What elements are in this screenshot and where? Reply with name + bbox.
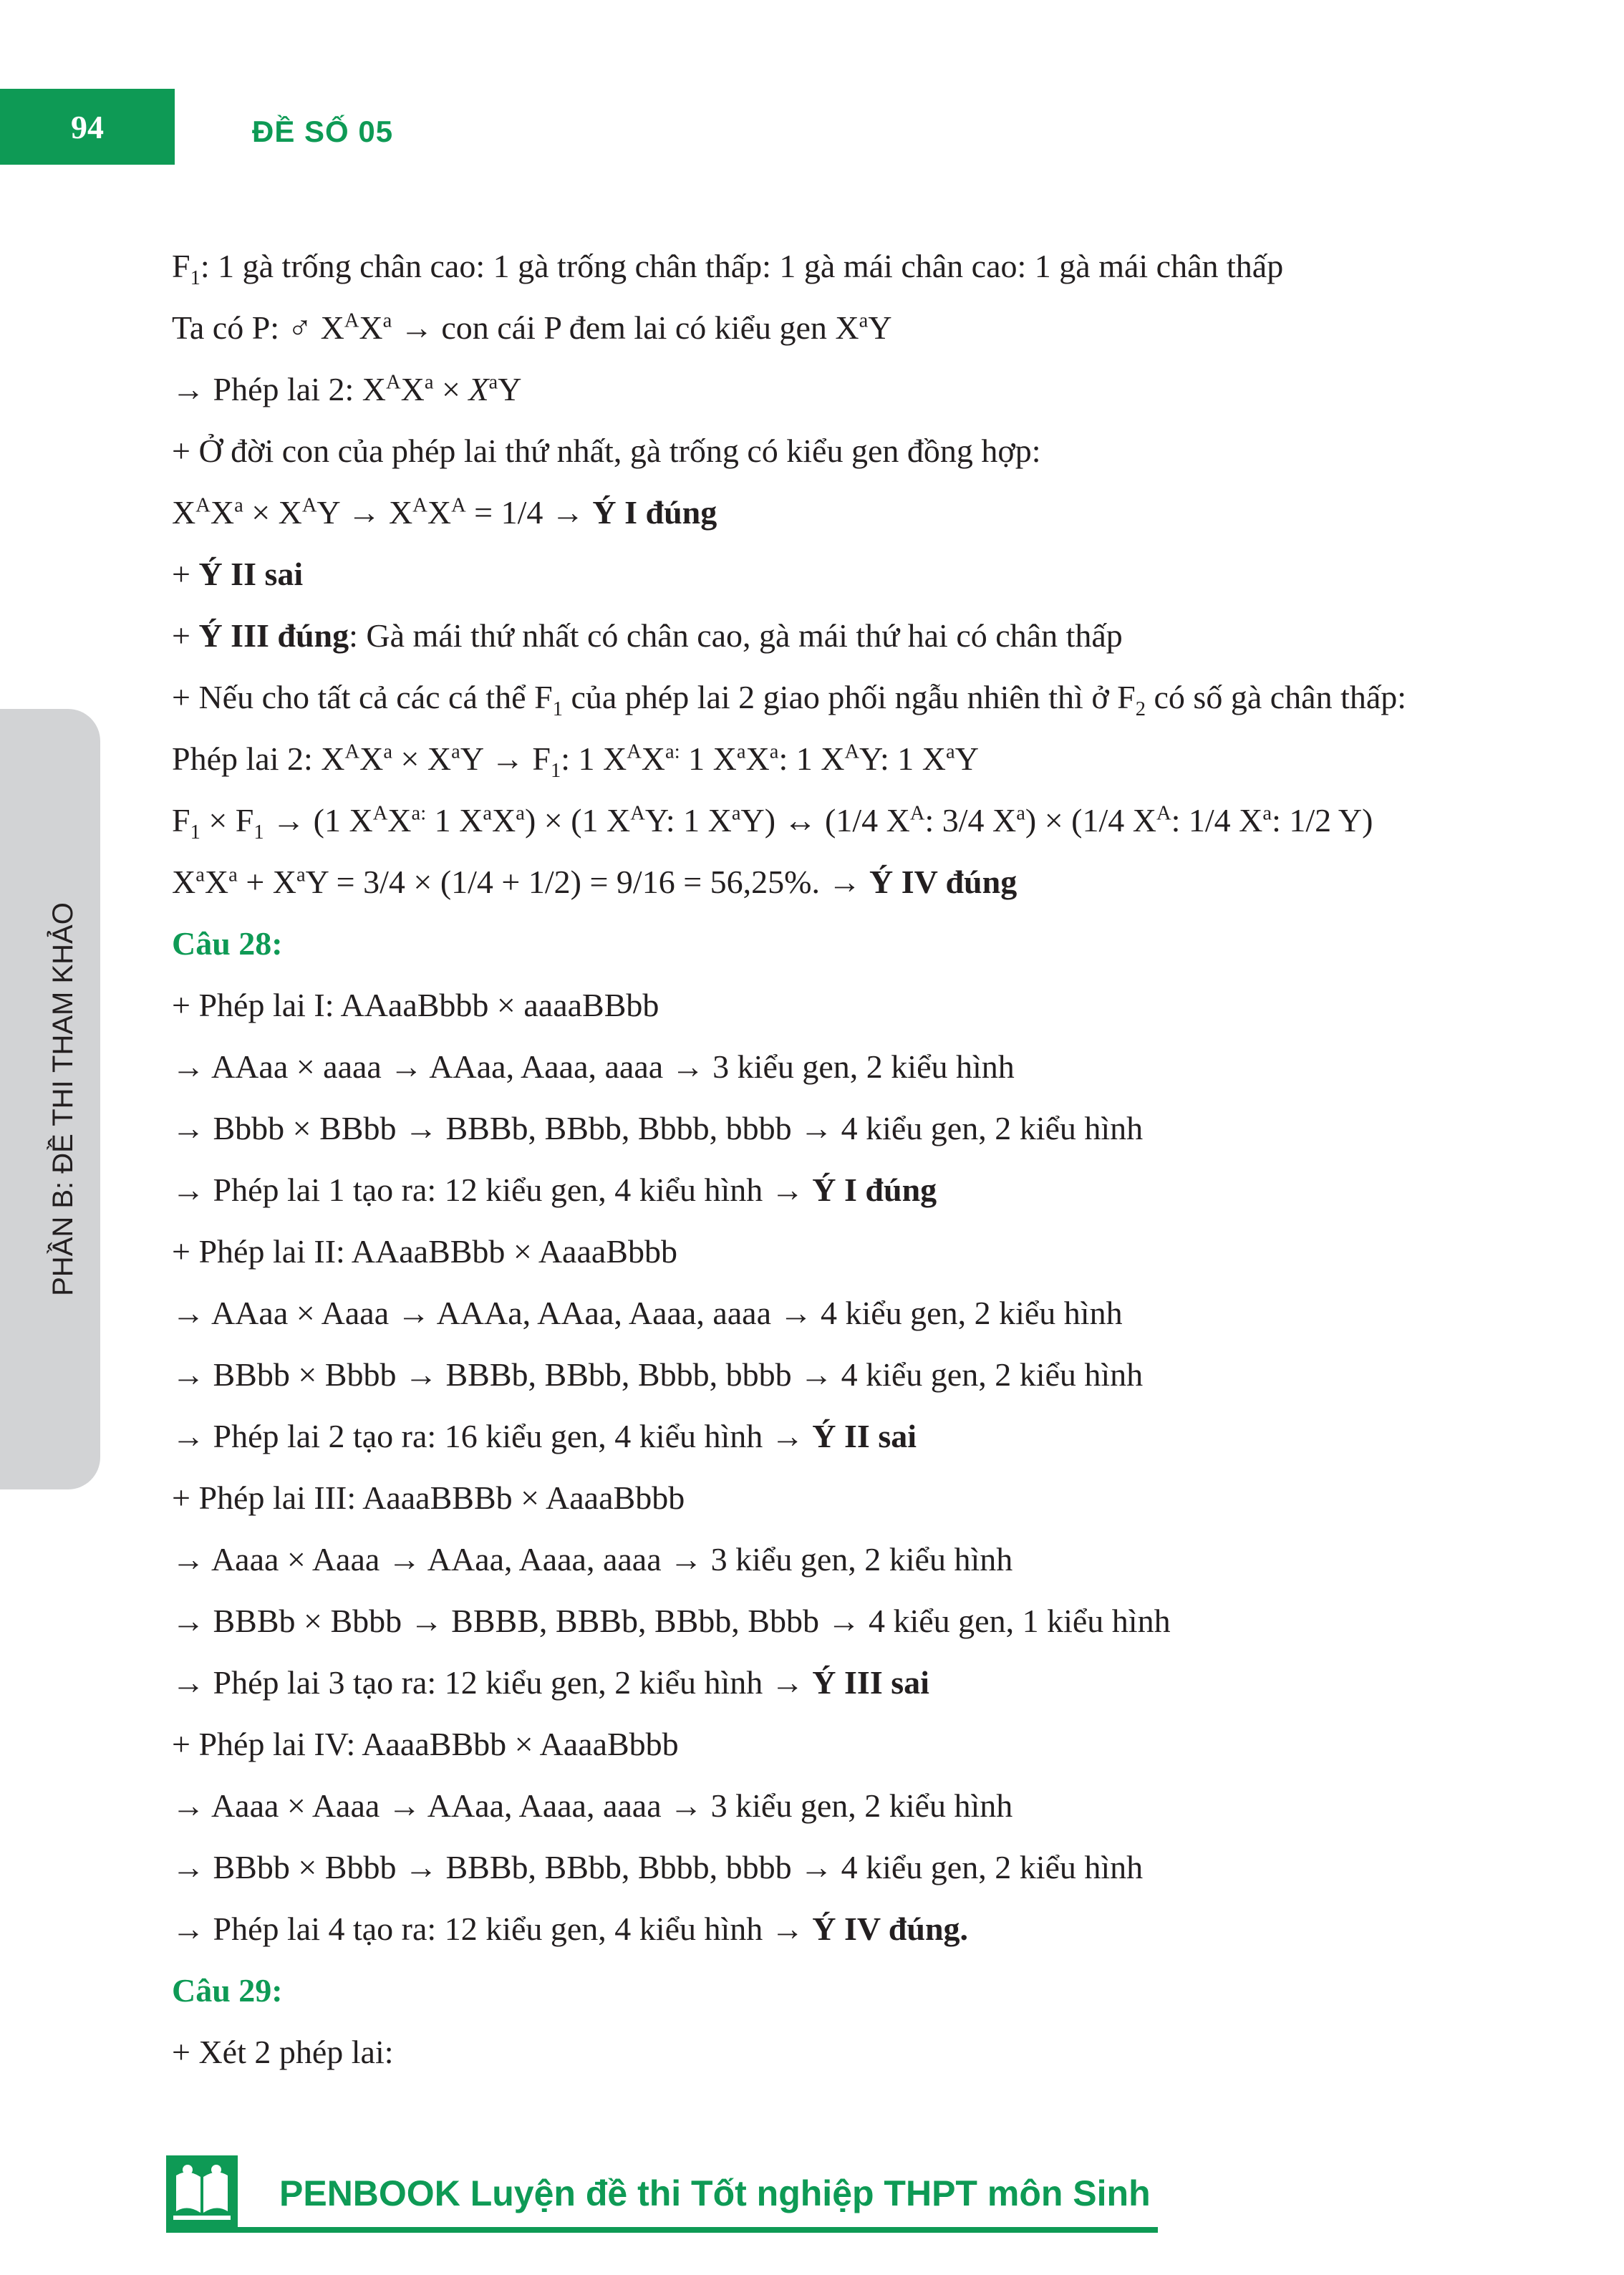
text-line: + Phép lai III: AaaaBBBb × AaaaBbbb [172, 1479, 685, 1516]
section-heading: Câu 28: [172, 925, 283, 962]
text-line: + Ở đời con của phép lai thứ nhất, gà trống có kiểu gen đồng hợp: [172, 433, 1041, 469]
text-line: → Phép lai 1 tạo ra: 12 kiểu gen, 4 kiểu hình → Ý I đúng [172, 1172, 937, 1208]
text-line: + Xét 2 phép lai: [172, 2034, 394, 2070]
text-line: → Bbbb × BBbb → BBBb, BBbb, Bbbb, bbbb → 4 kiểu gen, 2 kiểu hình [172, 1110, 1144, 1146]
side-tab-label: PHẦN B: ĐỀ THI THAM KHẢO [47, 902, 79, 1296]
text-line: + Phép lai I: AAaaBbbb × aaaaBBbb [172, 987, 659, 1023]
text-line: → BBBb × Bbbb → BBBB, BBBb, BBbb, Bbbb → 4 kiểu gen, 1 kiểu hình [172, 1603, 1171, 1639]
page-number: 94 [0, 89, 175, 165]
text-line: → AAaa × Aaaa → AAAa, AAaa, Aaaa, aaaa → 4 kiểu gen, 2 kiểu hình [172, 1295, 1123, 1331]
text-line: $F_1 \times F_1 \to (1$ $X^AX^{a:}$ 1 $X^aX^a) \times (1$ $X^AY$: 1 $X^aY$) ↔ (1/4 $X^A$: 3/4 $X^a) \times (1/4$ $X^A$: 1/4 $X^a$: 1/2 Y) [172, 802, 1373, 844]
footer-title: PENBOOK Luyện đề thi Tốt nghiệp THPT môn Sinh [279, 2173, 1151, 2213]
text-line: $F_1$: 1 gà trống chân cao: 1 gà trống chân thấp: 1 gà mái chân cao: 1 gà mái chân thấp [172, 248, 1284, 290]
text-line: → Aaaa × Aaaa → AAaa, Aaaa, aaaa → 3 kiểu gen, 2 kiểu hình [172, 1787, 1013, 1824]
book-logo-icon [166, 2155, 238, 2227]
text-line: + Nếu cho tất cả các cá thể $F_1$ của phép lai 2 giao phối ngẫu nhiên thì ở $F_2$ có số gà chân thấp: [172, 679, 1407, 721]
text-line: → BBbb × Bbbb → BBBb, BBbb, Bbbb, bbbb → 4 kiểu gen, 2 kiểu hình [172, 1849, 1144, 1885]
text-line: + Ý III đúng: Gà mái thứ nhất có chân cao, gà mái thứ hai có chân thấp [172, 617, 1123, 654]
text-line: Ta có P: ♂ $X^AX^a$ → con cái P đem lai có kiểu gen $X^aY$ [172, 309, 892, 346]
text-line: → Aaaa × Aaaa → AAaa, Aaaa, aaaa → 3 kiểu gen, 2 kiểu hình [172, 1541, 1013, 1578]
section-heading: Câu 29: [172, 1972, 283, 2009]
text-line: + Ý II sai [172, 556, 304, 592]
text-line: → Phép lai 3 tạo ra: 12 kiểu gen, 2 kiểu hình → Ý III sai [172, 1664, 929, 1701]
text-line: $X^AX^a \times X^AY \to X^AX^A = 1/4$ → Ý I đúng [172, 494, 717, 531]
footer-divider [166, 2227, 1158, 2233]
page-header-title: ĐỀ SỐ 05 [252, 115, 394, 148]
text-line: → Phép lai 2: $X^AX^a \times X^aY$ [172, 371, 522, 407]
text-line: $X^aX^a + X^aY = 3/4 \times (1/4 + 1/2) = 9/16 = 56,25\%$. → Ý IV đúng [172, 864, 1018, 900]
text-line: → Phép lai 2 tạo ra: 16 kiểu gen, 4 kiểu hình → Ý II sai [172, 1418, 917, 1454]
answer-content [172, 243, 1482, 2091]
text-line: → BBbb × Bbbb → BBBb, BBbb, Bbbb, bbbb → 4 kiểu gen, 2 kiểu hình [172, 1356, 1144, 1393]
text-line: → Phép lai 4 tạo ra: 12 kiểu gen, 4 kiểu hình → Ý IV đúng. [172, 1911, 969, 1947]
text-line: + Phép lai II: AAaaBBbb × AaaaBbbb [172, 1233, 677, 1270]
text-line: + Phép lai IV: AaaaBBbb × AaaaBbbb [172, 1726, 679, 1762]
text-line: → AAaa × aaaa → AAaa, Aaaa, aaaa → 3 kiểu gen, 2 kiểu hình [172, 1048, 1015, 1085]
text-line: Phép lai 2: $X^AX^a \times X^aY \to F_1$: 1 $X^AX^{a:}$ 1 $X^aX^a$: 1 $X^AY$: 1 $X^aY$ [172, 740, 979, 783]
